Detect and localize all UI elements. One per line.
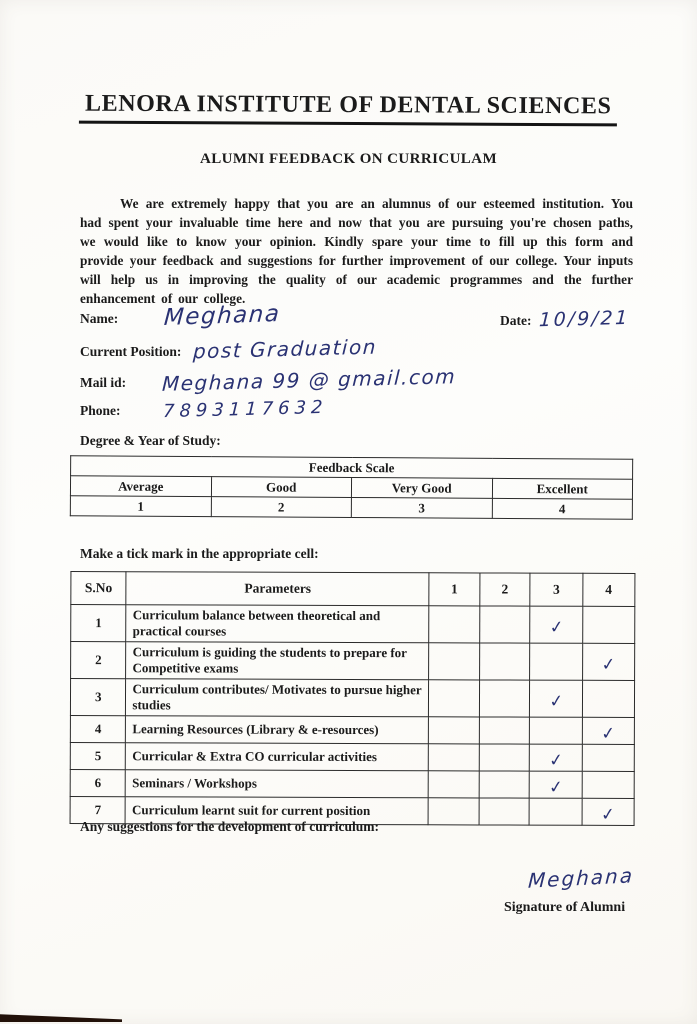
row-number: 5 <box>70 743 126 770</box>
scale-value-3: 3 <box>351 497 492 518</box>
rating-cell <box>429 643 480 680</box>
current-position-field <box>80 334 378 364</box>
date-label: Date: <box>500 313 532 328</box>
rating-cell <box>479 717 530 744</box>
rating-cell <box>429 680 480 717</box>
parameter-text: Curriculum is guiding the students to prepare for Competitive exams <box>126 642 429 680</box>
tick-mark: ✓ <box>600 803 617 826</box>
date-field <box>500 308 630 330</box>
row-number: 2 <box>71 642 127 679</box>
rating-cell <box>429 717 480 744</box>
scale-values-row <box>70 496 632 519</box>
signature-handwritten <box>527 863 635 893</box>
table-row <box>71 642 635 681</box>
tick-mark: ✓ <box>547 749 565 771</box>
current-position-label: Current Position: <box>80 344 182 359</box>
current-position-handwritten-value: post Graduation <box>192 334 378 364</box>
scan-edge-artifact <box>0 1010 122 1022</box>
rating-cell <box>530 643 582 680</box>
rating-cell <box>529 798 581 825</box>
rating-cell <box>530 606 582 643</box>
rating-cell <box>582 606 635 643</box>
parameter-text: Curricular & Extra CO curricular activities <box>126 743 429 771</box>
date-handwritten-value: 10/9/21 <box>539 306 631 332</box>
name-label: Name: <box>80 311 119 326</box>
scale-value-1: 1 <box>70 496 211 517</box>
parameters-header-row <box>71 572 635 607</box>
table-row <box>70 770 634 799</box>
rating-cell <box>582 717 634 744</box>
table-row <box>71 605 635 644</box>
mail-id-handwritten-value: Meghana 99 @ gmail.com <box>161 364 457 396</box>
form-title: ALUMNI FEEDBACK ON CURRICULAM <box>199 151 498 167</box>
degree-year-label: Degree & Year of Study: <box>80 433 221 448</box>
rating-cell <box>582 680 635 717</box>
scale-label-very-good: Very Good <box>351 478 492 499</box>
tick-mark: ✓ <box>548 690 565 712</box>
rating-cell <box>582 643 635 680</box>
rating-cell <box>582 744 634 771</box>
scale-title: Feedback Scale <box>71 456 633 479</box>
mail-id-field <box>80 364 457 396</box>
degree-year-field <box>80 432 221 450</box>
row-number: 6 <box>70 770 126 797</box>
rating-cell <box>479 798 530 825</box>
rating-cell <box>428 771 479 798</box>
rating-cell <box>530 717 582 744</box>
tick-mark: ✓ <box>547 776 565 798</box>
table-row <box>70 716 634 745</box>
row-number: 1 <box>71 605 127 642</box>
parameter-text: Seminars / Workshops <box>126 770 429 798</box>
scale-value-4: 4 <box>492 498 633 519</box>
rating-cell <box>479 643 530 680</box>
rating-cell <box>530 680 582 717</box>
rating-cell <box>479 680 530 717</box>
signature-label: Signature of Alumni <box>504 900 626 915</box>
header-rating-1: 1 <box>429 573 480 606</box>
scale-label-excellent: Excellent <box>492 478 633 499</box>
rating-cell <box>429 606 480 643</box>
tick-mark: ✓ <box>600 653 617 676</box>
row-number: 3 <box>70 679 126 716</box>
scale-value-2: 2 <box>211 497 352 518</box>
phone-label: Phone: <box>80 403 121 418</box>
scale-label-good: Good <box>211 477 352 498</box>
rating-cell <box>428 744 479 771</box>
header-parameters: Parameters <box>126 572 429 606</box>
rating-cell <box>479 771 530 798</box>
parameters-table <box>70 571 636 826</box>
intro-paragraph: We are extremely happy that you are an alumnus of our esteemed institution. You had spent your invaluable time here and now that you are pursuing you're chosen paths, we would like to know your opinion. Kindly spare your time to fill up this form and provide your feedback and suggestions for further improvement of our college. Your inputs will help us in improving the quality of our academic programmes and the further enhancement of our college. <box>80 196 633 307</box>
header-rating-4: 4 <box>582 573 634 606</box>
scale-label-average: Average <box>70 476 211 497</box>
parameter-text: Curriculum balance between theoretical and practical courses <box>126 605 429 643</box>
header-rating-2: 2 <box>480 573 531 606</box>
mail-id-label: Mail id: <box>80 375 127 390</box>
tick-mark: ✓ <box>600 722 617 745</box>
table-row <box>70 743 634 772</box>
name-handwritten-value: Meghana <box>163 300 282 332</box>
parameter-text: Curriculum learnt suit for current position <box>126 797 429 825</box>
header-sno: S.No <box>71 572 127 605</box>
parameter-text: Learning Resources (Library & e-resources) <box>126 716 429 744</box>
suggestions-prompt: Any suggestions for the development of curriculum: <box>80 819 379 834</box>
phone-field <box>80 396 328 423</box>
tick-instruction: Make a tick mark in the appropriate cell: <box>80 546 319 561</box>
name-field <box>80 300 282 332</box>
rating-cell <box>428 798 479 825</box>
rating-cell <box>582 771 634 798</box>
tick-mark: ✓ <box>548 616 565 638</box>
parameter-text: Curriculum contributes/ Motivates to pursue higher studies <box>126 679 429 717</box>
row-number: 4 <box>70 716 126 743</box>
rating-cell <box>479 744 530 771</box>
rating-cell <box>479 606 530 643</box>
rating-cell <box>529 771 581 798</box>
phone-handwritten-value: 7893117632 <box>162 396 328 423</box>
signature-handwritten-value: Meghana <box>527 863 635 893</box>
feedback-scale-table <box>70 455 633 519</box>
rating-cell <box>582 798 634 825</box>
rating-cell <box>530 744 582 771</box>
institute-title: LENORA INSTITUTE OF DENTAL SCIENCES <box>79 91 618 127</box>
row-number: 7 <box>70 797 126 824</box>
header-rating-3: 3 <box>530 573 582 606</box>
table-row <box>70 679 634 718</box>
